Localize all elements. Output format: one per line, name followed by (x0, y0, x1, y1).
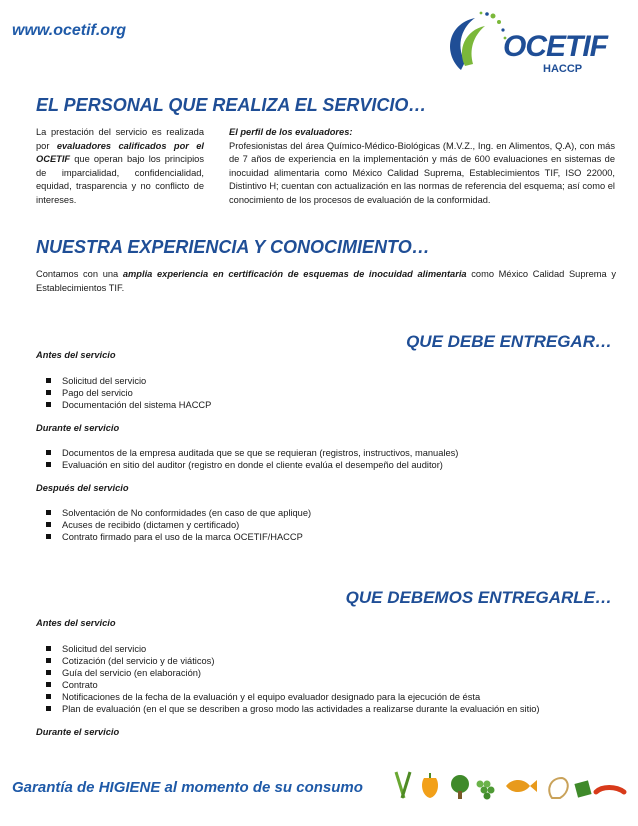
list-item: Plan de evaluación (en el que se describen a groso modo las actividades a realizarse durante la evaluación en sitio) (36, 703, 616, 715)
group-heading: Antes del servicio (36, 618, 116, 628)
chicken-icon (549, 778, 568, 798)
ocetif-logo (443, 10, 628, 80)
evaluator-profile-heading: El perfil de los evaluadores: (229, 127, 353, 137)
client-during-list (36, 447, 616, 471)
list-item: Notificaciones de la fecha de la evaluación y el equipo evaluador designado para la ejecución de ésta (36, 691, 616, 703)
list-item: Guía del servicio (en elaboración) (36, 667, 616, 679)
client-after-list (36, 507, 616, 543)
fish-icon (506, 780, 537, 792)
grapes-icon (477, 781, 495, 800)
our-before-list (36, 643, 616, 715)
sausage-icon (596, 788, 624, 793)
cutlery-icon (396, 772, 410, 798)
logo-wordmark: OCETIF (503, 30, 607, 63)
package-icon (574, 780, 591, 797)
section-title-client-deliverables: QUE DEBE ENTREGAR… (406, 332, 612, 351)
section-title-experience: NUESTRA EXPERIENCIA Y CONOCIMIENTO… (36, 237, 430, 257)
list-item: Contrato firmado para el uso de la marca OCETIF/HACCP (36, 531, 616, 543)
list-item: Acuses de recibido (dictamen y certificado) (36, 519, 616, 531)
logo-subtitle: HACCP (543, 63, 583, 75)
list-item: Pago del servicio (36, 387, 616, 399)
evaluator-profile-text: Profesionistas del área Químico-Médico-Biológicas (M.V.Z., Ing. en Alimentos, Q.A), con más de 7 años de experiencia en la implementación y más de 600 evaluaciones en sistemas de inocuidad alimentaria como México Calidad Suprema, Establecimientos TIF, ISO 22000, Distintivo H; cuentan con actualización en las normas de referencia del esquema; así como el conocimiento de los procesos de evaluación de la conformidad. (229, 140, 615, 205)
website-url[interactable]: www.ocetif.org (12, 22, 127, 39)
section-title-our-deliverables: QUE DEBEMOS ENTREGARLE… (345, 588, 612, 607)
section-title-personal: EL PERSONAL QUE REALIZA EL SERVICIO… (36, 95, 427, 115)
group-heading: Durante el servicio (36, 423, 120, 433)
tree-icon (451, 775, 469, 799)
experience-paragraph: Contamos con una amplia experiencia en certificación de esquemas de inocuidad alimentaria como México Calidad Suprema y Establecimientos TIF. (36, 269, 616, 293)
list-item: Solventación de No conformidades (en caso de que aplique) (36, 507, 616, 519)
list-item: Cotización (del servicio y de viáticos) (36, 655, 616, 667)
pepper-icon (422, 773, 438, 798)
evaluator-profile (229, 126, 615, 207)
client-before-list (36, 375, 616, 411)
list-item: Documentos de la empresa auditada que se que se requieran (registros, instructivos, manuales) (36, 447, 616, 459)
footer-slogan: Garantía de HIGIENE al momento de su consumo (12, 779, 363, 796)
group-heading: Durante el servicio (36, 727, 120, 737)
list-item: Solicitud del servicio (36, 643, 616, 655)
food-icons-strip (380, 768, 630, 804)
list-item: Documentación del sistema HACCP (36, 399, 616, 411)
list-item: Evaluación en sitio del auditor (registro en donde el cliente evalúa el desempeño del auditor) (36, 459, 616, 471)
group-heading: Después del servicio (36, 483, 129, 493)
list-item: Solicitud del servicio (36, 375, 616, 387)
list-item: Contrato (36, 679, 616, 691)
group-heading: Antes del servicio (36, 350, 116, 360)
personal-paragraph: La prestación del servicio es realizada por evaluadores calificados por el OCETIF que operan bajo los principios de imparcialidad, confidencialidad, equidad, trasparencia y no conflicto de intereses. (36, 127, 205, 205)
